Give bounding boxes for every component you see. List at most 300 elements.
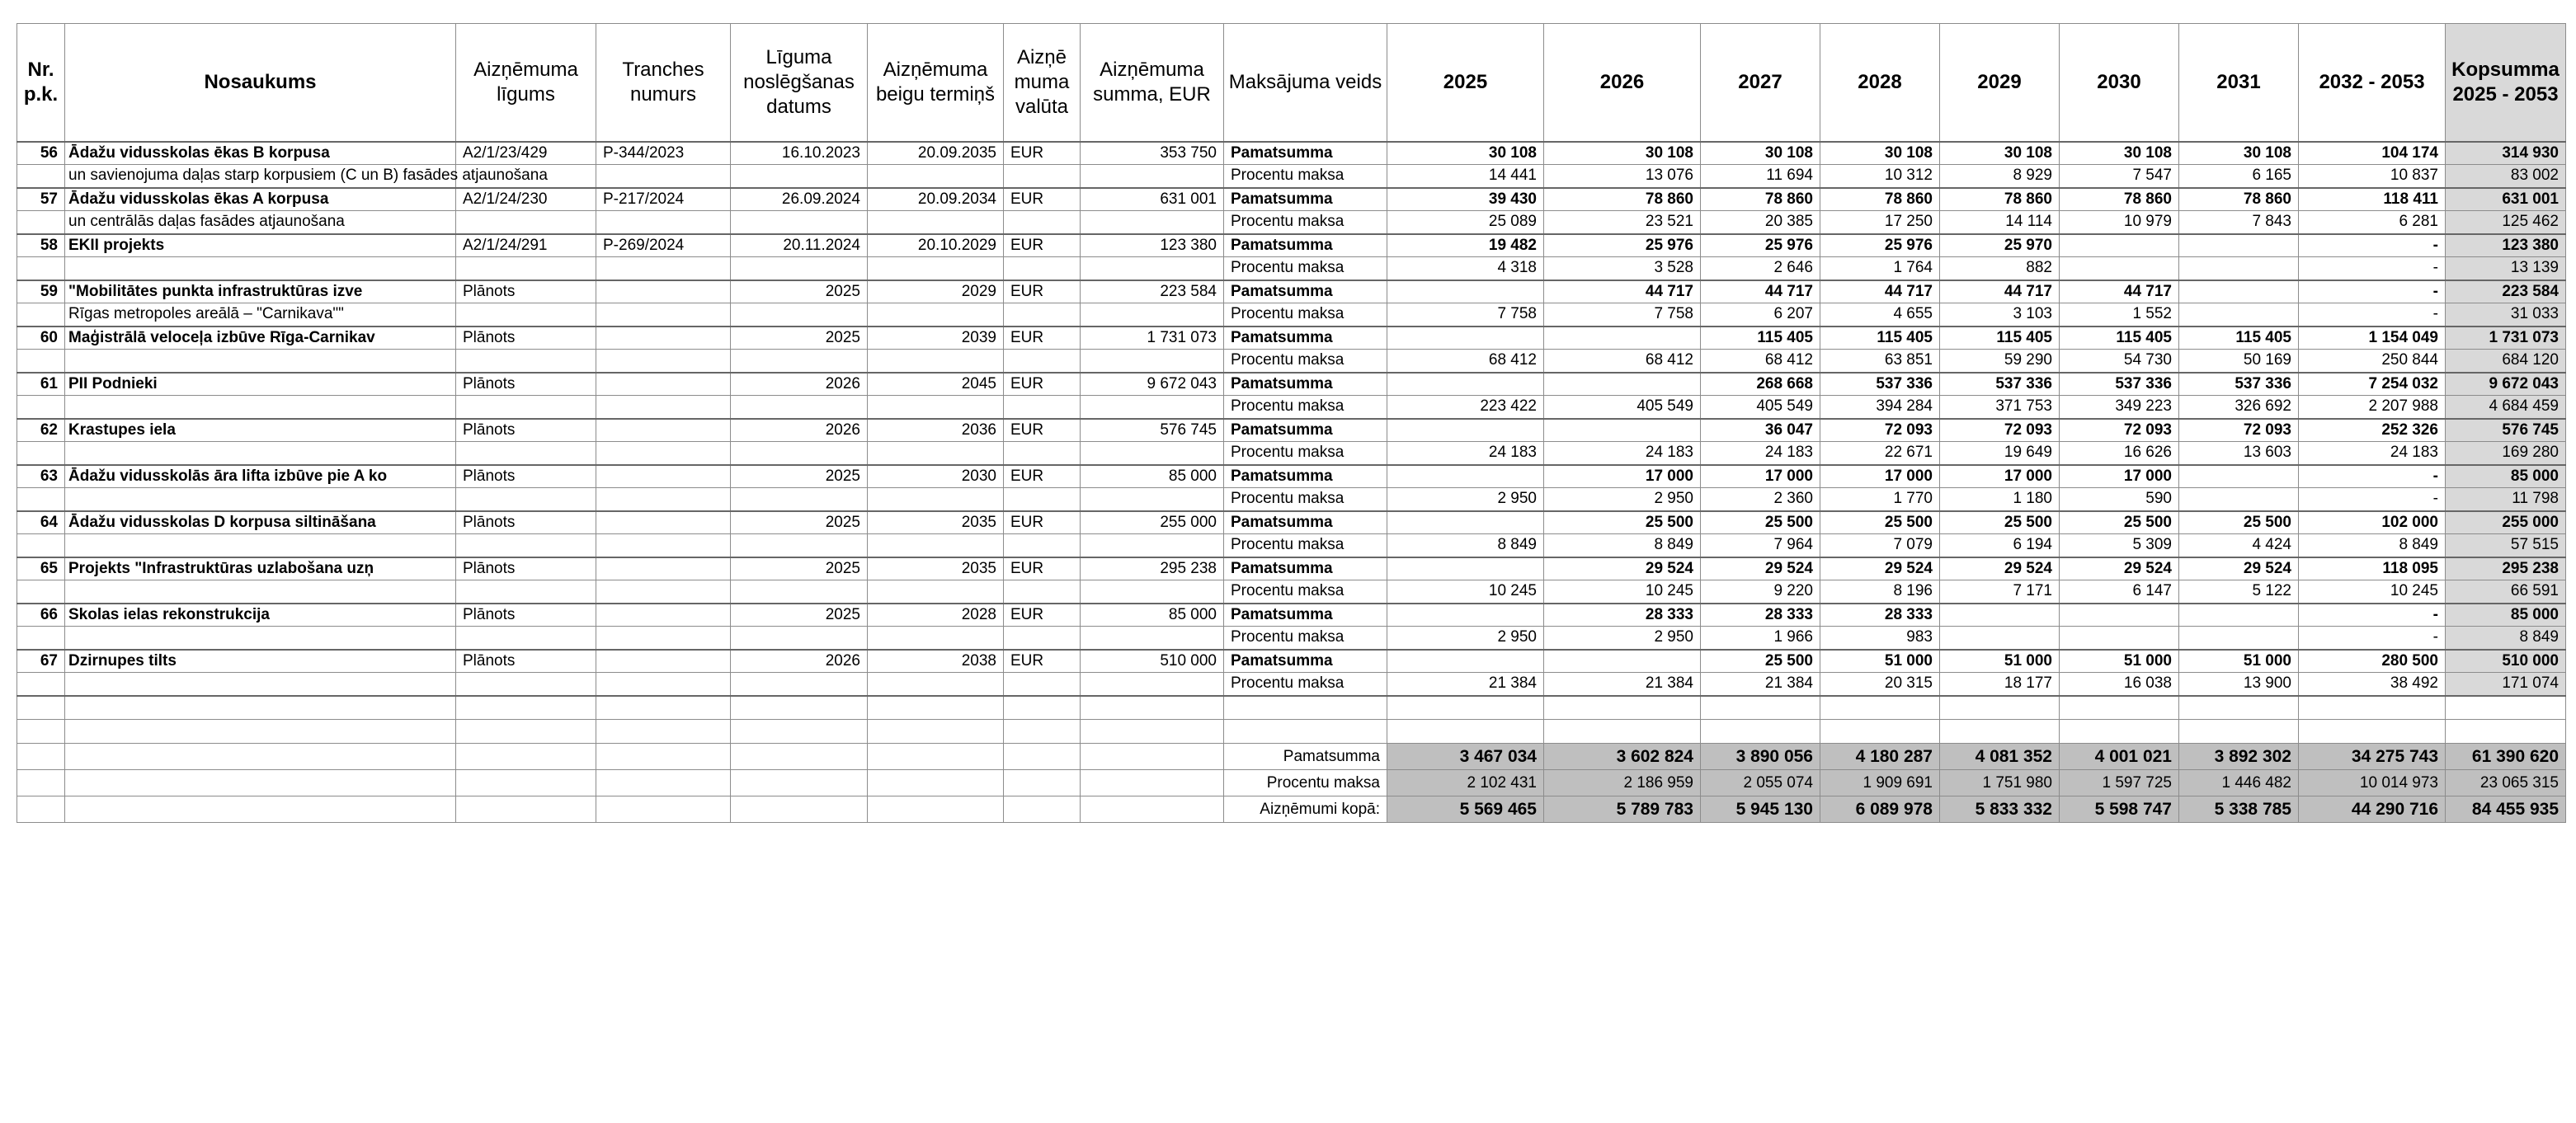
principal-value: 7 254 032 xyxy=(2299,373,2446,396)
principal-total: 631 001 xyxy=(2446,188,2566,211)
empty-cell xyxy=(596,744,731,770)
principal-value xyxy=(1940,604,2060,627)
interest-value: 983 xyxy=(1820,627,1940,650)
interest-value: 8 849 xyxy=(1387,534,1544,557)
empty-cell xyxy=(868,696,1004,720)
loan-principal-row xyxy=(17,234,2566,257)
empty-cell xyxy=(1004,580,1081,604)
header-year: 2028 xyxy=(1820,24,1940,142)
empty-cell xyxy=(596,796,731,823)
interest-value: 1 770 xyxy=(1820,488,1940,511)
empty-cell xyxy=(1701,720,1820,744)
loan-currency: EUR xyxy=(1004,419,1081,442)
loan-term: 2039 xyxy=(868,327,1004,350)
interest-value: 8 196 xyxy=(1820,580,1940,604)
interest-value: 7 843 xyxy=(2179,211,2299,234)
principal-value: 44 717 xyxy=(1544,280,1701,303)
interest-value: 11 694 xyxy=(1701,165,1820,188)
principal-total: 9 672 043 xyxy=(2446,373,2566,396)
interest-value: 7 758 xyxy=(1387,303,1544,327)
empty-cell xyxy=(1081,744,1224,770)
interest-total: 4 684 459 xyxy=(2446,396,2566,419)
principal-value: 118 095 xyxy=(2299,557,2446,580)
principal-value: 78 860 xyxy=(2060,188,2179,211)
empty-cell xyxy=(1004,165,1081,188)
interest-value: 8 849 xyxy=(2299,534,2446,557)
principal-value xyxy=(1387,419,1544,442)
principal-total: 85 000 xyxy=(2446,465,2566,488)
interest-value: 68 412 xyxy=(1544,350,1701,373)
empty-cell xyxy=(596,211,731,234)
principal-value: 17 000 xyxy=(1701,465,1820,488)
principal-value: 30 108 xyxy=(1701,142,1820,165)
empty-cell xyxy=(731,396,868,419)
loan-agreement: Plānots xyxy=(456,557,596,580)
loan-principal-row xyxy=(17,142,2566,165)
interest-value: 8 849 xyxy=(1544,534,1701,557)
empty-cell xyxy=(17,744,65,770)
loan-nr: 63 xyxy=(17,465,65,488)
payment-type-interest: Procentu maksa xyxy=(1224,580,1387,604)
interest-value: 882 xyxy=(1940,257,2060,280)
interest-value: 38 492 xyxy=(2299,673,2446,696)
empty-cell xyxy=(2299,696,2446,720)
principal-value: 29 524 xyxy=(2060,557,2179,580)
loan-interest-row xyxy=(17,673,2566,696)
loan-agreement: Plānots xyxy=(456,650,596,673)
totals-value: 5 598 747 xyxy=(2060,796,2179,823)
principal-value: 25 500 xyxy=(2060,511,2179,534)
interest-value: - xyxy=(2299,488,2446,511)
loan-term: 20.10.2029 xyxy=(868,234,1004,257)
principal-value xyxy=(2060,604,2179,627)
principal-value: 72 093 xyxy=(2179,419,2299,442)
loan-principal-row xyxy=(17,188,2566,211)
loan-name-continued: un savienojuma daļas starp korpusiem (C un B) fasādes atjaunošana xyxy=(65,165,456,188)
empty-cell xyxy=(1224,696,1387,720)
empty-cell xyxy=(1081,303,1224,327)
principal-value: 25 976 xyxy=(1701,234,1820,257)
interest-total: 169 280 xyxy=(2446,442,2566,465)
loan-sum: 9 672 043 xyxy=(1081,373,1224,396)
totals-label: Pamatsumma xyxy=(1224,744,1387,770)
empty-cell xyxy=(1081,396,1224,419)
loan-name-continued xyxy=(65,396,456,419)
empty-cell xyxy=(17,720,65,744)
interest-value: 54 730 xyxy=(2060,350,2179,373)
totals-value: 6 089 978 xyxy=(1820,796,1940,823)
principal-value: 36 047 xyxy=(1701,419,1820,442)
loan-agreement: Plānots xyxy=(456,373,596,396)
principal-value xyxy=(1544,650,1701,673)
totals-all-row xyxy=(17,796,2566,823)
totals-value: 2 055 074 xyxy=(1701,770,1820,796)
empty-cell xyxy=(731,257,868,280)
interest-value: 1 764 xyxy=(1820,257,1940,280)
principal-value: 1 154 049 xyxy=(2299,327,2446,350)
empty-cell xyxy=(596,165,731,188)
empty-cell xyxy=(1544,696,1701,720)
principal-total: 510 000 xyxy=(2446,650,2566,673)
empty-cell xyxy=(1081,534,1224,557)
principal-value xyxy=(1387,604,1544,627)
empty-cell xyxy=(868,534,1004,557)
empty-cell xyxy=(731,627,868,650)
interest-value xyxy=(2179,257,2299,280)
principal-value: 17 000 xyxy=(1544,465,1701,488)
empty-cell xyxy=(596,580,731,604)
principal-value: 17 000 xyxy=(2060,465,2179,488)
empty-cell xyxy=(2446,720,2566,744)
empty-cell xyxy=(1081,488,1224,511)
interest-value: 10 245 xyxy=(1387,580,1544,604)
principal-value: 30 108 xyxy=(2179,142,2299,165)
totals-value: 1 909 691 xyxy=(1820,770,1940,796)
interest-value: 6 165 xyxy=(2179,165,2299,188)
totals-value: 5 569 465 xyxy=(1387,796,1544,823)
empty-cell xyxy=(456,211,596,234)
principal-value: 30 108 xyxy=(1940,142,2060,165)
empty-cell xyxy=(17,396,65,419)
loan-name: PII Podnieki xyxy=(65,373,456,396)
empty-cell xyxy=(17,534,65,557)
empty-cell xyxy=(731,350,868,373)
principal-value: 537 336 xyxy=(1820,373,1940,396)
loan-tranche xyxy=(596,604,731,627)
principal-value: 44 717 xyxy=(2060,280,2179,303)
loan-name-continued xyxy=(65,350,456,373)
loan-currency: EUR xyxy=(1004,465,1081,488)
loan-nr: 62 xyxy=(17,419,65,442)
empty-cell xyxy=(2060,696,2179,720)
header-term: Aizņēmuma beigu termiņš xyxy=(868,24,1004,142)
empty-cell xyxy=(456,350,596,373)
empty-cell xyxy=(868,303,1004,327)
principal-value: 104 174 xyxy=(2299,142,2446,165)
loan-interest-row xyxy=(17,534,2566,557)
loan-currency: EUR xyxy=(1004,280,1081,303)
interest-value: 68 412 xyxy=(1387,350,1544,373)
empty-cell xyxy=(456,673,596,696)
empty-cell xyxy=(1544,720,1701,744)
empty-cell xyxy=(1081,257,1224,280)
loan-tranche xyxy=(596,419,731,442)
principal-value xyxy=(2179,465,2299,488)
loan-currency: EUR xyxy=(1004,373,1081,396)
empty-cell xyxy=(1004,350,1081,373)
header-name: Nosaukums xyxy=(65,24,456,142)
interest-value: 6 147 xyxy=(2060,580,2179,604)
empty-cell xyxy=(17,770,65,796)
empty-cell xyxy=(456,770,596,796)
loan-date: 2025 xyxy=(731,327,868,350)
payment-type-principal: Pamatsumma xyxy=(1224,604,1387,627)
interest-total: 684 120 xyxy=(2446,350,2566,373)
interest-value: 8 929 xyxy=(1940,165,2060,188)
loan-term: 2028 xyxy=(868,604,1004,627)
principal-value xyxy=(1544,373,1701,396)
loan-interest-row xyxy=(17,580,2566,604)
principal-value xyxy=(2179,280,2299,303)
loan-tranche xyxy=(596,280,731,303)
loan-name: Skolas ielas rekonstrukcija xyxy=(65,604,456,627)
principal-total: 576 745 xyxy=(2446,419,2566,442)
empty-cell xyxy=(1701,696,1820,720)
interest-value: 2 360 xyxy=(1701,488,1820,511)
empty-cell xyxy=(17,796,65,823)
empty-cell xyxy=(65,770,456,796)
loan-interest-row xyxy=(17,488,2566,511)
header-year: 2025 xyxy=(1387,24,1544,142)
empty-cell xyxy=(1004,211,1081,234)
interest-value xyxy=(2060,627,2179,650)
principal-value: 25 500 xyxy=(1820,511,1940,534)
interest-value: 59 290 xyxy=(1940,350,2060,373)
payment-type-principal: Pamatsumma xyxy=(1224,373,1387,396)
loan-interest-row xyxy=(17,396,2566,419)
empty-cell xyxy=(456,488,596,511)
interest-total: 66 591 xyxy=(2446,580,2566,604)
empty-cell xyxy=(17,350,65,373)
totals-value: 34 275 743 xyxy=(2299,744,2446,770)
loan-nr: 61 xyxy=(17,373,65,396)
interest-value: 10 312 xyxy=(1820,165,1940,188)
totals-value: 5 789 783 xyxy=(1544,796,1701,823)
interest-value: 13 076 xyxy=(1544,165,1701,188)
loan-principal-row xyxy=(17,650,2566,673)
loan-currency: EUR xyxy=(1004,511,1081,534)
empty-cell xyxy=(596,488,731,511)
payment-type-principal: Pamatsumma xyxy=(1224,280,1387,303)
loan-interest-row xyxy=(17,303,2566,327)
interest-value: 20 385 xyxy=(1701,211,1820,234)
principal-value: 25 500 xyxy=(1544,511,1701,534)
loan-term: 2038 xyxy=(868,650,1004,673)
principal-value xyxy=(1387,327,1544,350)
interest-value: 50 169 xyxy=(2179,350,2299,373)
loan-tranche xyxy=(596,327,731,350)
totals-principal-row xyxy=(17,744,2566,770)
principal-total: 1 731 073 xyxy=(2446,327,2566,350)
interest-value: - xyxy=(2299,257,2446,280)
interest-value: 14 114 xyxy=(1940,211,2060,234)
interest-value: 2 950 xyxy=(1387,627,1544,650)
interest-value: 16 038 xyxy=(2060,673,2179,696)
payment-type-interest: Procentu maksa xyxy=(1224,257,1387,280)
principal-total: 255 000 xyxy=(2446,511,2566,534)
empty-cell xyxy=(1004,627,1081,650)
loan-name-continued xyxy=(65,257,456,280)
loan-interest-row xyxy=(17,257,2566,280)
header-row xyxy=(17,24,2566,142)
empty-cell xyxy=(868,165,1004,188)
loan-agreement: A2/1/23/429 xyxy=(456,142,596,165)
loan-body xyxy=(17,142,2566,823)
empty-cell xyxy=(65,720,456,744)
loan-agreement: A2/1/24/291 xyxy=(456,234,596,257)
totals-interest-row xyxy=(17,770,2566,796)
principal-value: - xyxy=(2299,280,2446,303)
interest-value: 326 692 xyxy=(2179,396,2299,419)
interest-value: 4 318 xyxy=(1387,257,1544,280)
principal-value: 29 524 xyxy=(1820,557,1940,580)
empty-cell xyxy=(731,165,868,188)
interest-total: 83 002 xyxy=(2446,165,2566,188)
empty-cell xyxy=(731,534,868,557)
payment-type-principal: Pamatsumma xyxy=(1224,142,1387,165)
principal-value: 30 108 xyxy=(2060,142,2179,165)
interest-value: 371 753 xyxy=(1940,396,2060,419)
empty-cell xyxy=(17,580,65,604)
empty-cell xyxy=(2060,720,2179,744)
loan-agreement: Plānots xyxy=(456,327,596,350)
empty-cell xyxy=(456,627,596,650)
interest-value: 2 207 988 xyxy=(2299,396,2446,419)
payment-type-interest: Procentu maksa xyxy=(1224,627,1387,650)
loan-currency: EUR xyxy=(1004,188,1081,211)
empty-cell xyxy=(1081,211,1224,234)
payment-type-interest: Procentu maksa xyxy=(1224,442,1387,465)
header-agreement: Aizņēmuma līgums xyxy=(456,24,596,142)
empty-cell xyxy=(456,257,596,280)
empty-cell xyxy=(65,796,456,823)
principal-value: 537 336 xyxy=(2060,373,2179,396)
empty-cell xyxy=(731,673,868,696)
empty-cell xyxy=(1081,627,1224,650)
interest-value: 17 250 xyxy=(1820,211,1940,234)
loan-agreement: Plānots xyxy=(456,604,596,627)
loan-sum: 295 238 xyxy=(1081,557,1224,580)
totals-value: 1 751 980 xyxy=(1940,770,2060,796)
loan-date: 2025 xyxy=(731,604,868,627)
payment-type-principal: Pamatsumma xyxy=(1224,650,1387,673)
empty-cell xyxy=(1081,720,1224,744)
principal-value: 17 000 xyxy=(1820,465,1940,488)
empty-cell xyxy=(1004,396,1081,419)
header-paytype: Maksājuma veids xyxy=(1224,24,1387,142)
loan-nr: 60 xyxy=(17,327,65,350)
interest-value: 25 089 xyxy=(1387,211,1544,234)
payment-type-principal: Pamatsumma xyxy=(1224,511,1387,534)
header-year: 2029 xyxy=(1940,24,2060,142)
totals-grand: 61 390 620 xyxy=(2446,744,2566,770)
loan-date: 2026 xyxy=(731,373,868,396)
interest-value: 1 966 xyxy=(1701,627,1820,650)
payment-type-interest: Procentu maksa xyxy=(1224,350,1387,373)
interest-value: 68 412 xyxy=(1701,350,1820,373)
totals-value: 44 290 716 xyxy=(2299,796,2446,823)
loan-name-continued xyxy=(65,673,456,696)
empty-cell xyxy=(731,796,868,823)
interest-value: 1 552 xyxy=(2060,303,2179,327)
loan-name: Dzirnupes tilts xyxy=(65,650,456,673)
loan-name-continued: Rīgas metropoles areālā – "Carnikava"" xyxy=(65,303,456,327)
payment-type-principal: Pamatsumma xyxy=(1224,557,1387,580)
loan-nr: 66 xyxy=(17,604,65,627)
empty-cell xyxy=(1081,580,1224,604)
empty-cell xyxy=(596,673,731,696)
empty-cell xyxy=(2179,720,2299,744)
principal-value xyxy=(2179,604,2299,627)
empty-cell xyxy=(1004,442,1081,465)
empty-cell xyxy=(1387,720,1544,744)
interest-value: 14 441 xyxy=(1387,165,1544,188)
interest-value: 6 207 xyxy=(1701,303,1820,327)
payment-type-principal: Pamatsumma xyxy=(1224,188,1387,211)
principal-value: 28 333 xyxy=(1544,604,1701,627)
principal-value xyxy=(1387,511,1544,534)
principal-value: 78 860 xyxy=(1940,188,2060,211)
loan-tranche xyxy=(596,650,731,673)
empty-cell xyxy=(456,580,596,604)
payment-type-interest: Procentu maksa xyxy=(1224,165,1387,188)
totals-value: 3 602 824 xyxy=(1544,744,1701,770)
payment-type-principal: Pamatsumma xyxy=(1224,234,1387,257)
spacer-row xyxy=(17,720,2566,744)
interest-value: 10 979 xyxy=(2060,211,2179,234)
principal-value: - xyxy=(2299,234,2446,257)
loan-principal-row xyxy=(17,465,2566,488)
empty-cell xyxy=(868,796,1004,823)
loan-sum: 85 000 xyxy=(1081,604,1224,627)
empty-cell xyxy=(456,303,596,327)
loan-tranche: P-344/2023 xyxy=(596,142,731,165)
interest-value: 2 950 xyxy=(1387,488,1544,511)
interest-value: 24 183 xyxy=(1544,442,1701,465)
payment-type-interest: Procentu maksa xyxy=(1224,673,1387,696)
principal-value: 51 000 xyxy=(2060,650,2179,673)
interest-value: 250 844 xyxy=(2299,350,2446,373)
empty-cell xyxy=(596,627,731,650)
empty-cell xyxy=(1940,720,2060,744)
interest-value: 18 177 xyxy=(1940,673,2060,696)
loan-date: 20.11.2024 xyxy=(731,234,868,257)
empty-cell xyxy=(17,673,65,696)
loan-agreement: Plānots xyxy=(456,465,596,488)
interest-value: 21 384 xyxy=(1387,673,1544,696)
loan-interest-row xyxy=(17,165,2566,188)
empty-cell xyxy=(731,303,868,327)
interest-value: 9 220 xyxy=(1701,580,1820,604)
interest-total: 171 074 xyxy=(2446,673,2566,696)
interest-value: 3 103 xyxy=(1940,303,2060,327)
empty-cell xyxy=(456,696,596,720)
header-nr: Nr. p.k. xyxy=(17,24,65,142)
principal-value: 78 860 xyxy=(1544,188,1701,211)
empty-cell xyxy=(1004,720,1081,744)
interest-value: 349 223 xyxy=(2060,396,2179,419)
loan-nr: 58 xyxy=(17,234,65,257)
loan-agreement: Plānots xyxy=(456,511,596,534)
loan-sum: 223 584 xyxy=(1081,280,1224,303)
empty-cell xyxy=(868,673,1004,696)
interest-value xyxy=(2179,488,2299,511)
loan-date: 16.10.2023 xyxy=(731,142,868,165)
principal-value: 44 717 xyxy=(1940,280,2060,303)
interest-value: 2 950 xyxy=(1544,488,1701,511)
empty-cell xyxy=(596,770,731,796)
interest-value: 63 851 xyxy=(1820,350,1940,373)
empty-cell xyxy=(17,442,65,465)
empty-cell xyxy=(1081,796,1224,823)
loan-interest-row xyxy=(17,442,2566,465)
loans-table xyxy=(16,23,2566,823)
principal-value: 280 500 xyxy=(2299,650,2446,673)
empty-cell xyxy=(17,303,65,327)
empty-cell xyxy=(596,303,731,327)
loan-term: 2035 xyxy=(868,557,1004,580)
interest-total: 11 798 xyxy=(2446,488,2566,511)
